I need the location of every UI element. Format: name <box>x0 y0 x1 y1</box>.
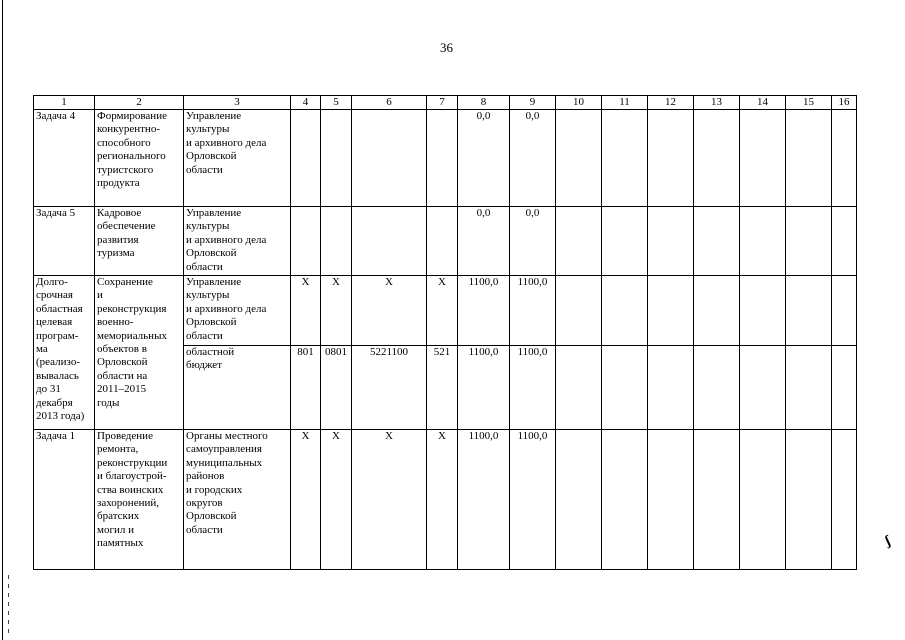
cell-col6: X <box>352 430 427 570</box>
cell-col4: X <box>291 430 321 570</box>
row-description: Кадровое обеспечение развития туризма <box>95 207 184 276</box>
row-name: Задача 4 <box>34 110 95 207</box>
column-header: 8 <box>458 96 510 110</box>
cell-col8: 1100,0 <box>458 430 510 570</box>
cell-col7: 521 <box>427 346 458 430</box>
column-header: 6 <box>352 96 427 110</box>
table-row-task4 <box>34 110 857 207</box>
cell-col8: 1100,0 <box>458 276 510 346</box>
cell-col8: 1100,0 <box>458 346 510 430</box>
column-header: 14 <box>740 96 786 110</box>
table-row-task1 <box>34 430 857 570</box>
row-name: Задача 1 <box>34 430 95 570</box>
budget-table <box>33 95 857 570</box>
column-header: 16 <box>832 96 857 110</box>
cell-col9: 0,0 <box>510 207 556 276</box>
row-executor: Управление культуры и архивного дела Орловской области <box>184 276 291 346</box>
column-header: 11 <box>602 96 648 110</box>
cell-col7: X <box>427 430 458 570</box>
column-header: 7 <box>427 96 458 110</box>
cell-col5: 0801 <box>321 346 352 430</box>
cell-col8: 0,0 <box>458 110 510 207</box>
row-executor: Управление культуры и архивного дела Орловской области <box>184 207 291 276</box>
row-name: Долго- срочная областная целевая програм- ма (реализо- вывалась до 31 декабря 2013 года) <box>34 276 95 430</box>
page-edge-line <box>2 0 3 640</box>
row-executor: областной бюджет <box>184 346 291 430</box>
cell-col6: 5221100 <box>352 346 427 430</box>
row-executor: Управление культуры и архивного дела Орловской области <box>184 110 291 207</box>
column-header: 2 <box>95 96 184 110</box>
cell-col4: X <box>291 276 321 346</box>
cell-col9: 0,0 <box>510 110 556 207</box>
column-header: 9 <box>510 96 556 110</box>
column-header: 5 <box>321 96 352 110</box>
cell-col8: 0,0 <box>458 207 510 276</box>
column-header: 1 <box>34 96 95 110</box>
cell-col9: 1100,0 <box>510 346 556 430</box>
header-row <box>34 96 857 110</box>
column-header: 12 <box>648 96 694 110</box>
row-description: Проведение ремонта, реконструкции и благоустрой- ства воинских захоронений, братских могил и памятных <box>95 430 184 570</box>
cell-col9: 1100,0 <box>510 430 556 570</box>
row-name: Задача 5 <box>34 207 95 276</box>
table-row-task5 <box>34 207 857 276</box>
cell-col5: X <box>321 276 352 346</box>
row-executor: Органы местного самоуправления муниципальных районов и городских округов Орловской области <box>184 430 291 570</box>
page-number: 36 <box>440 40 453 55</box>
column-header: 13 <box>694 96 740 110</box>
column-header: 15 <box>786 96 832 110</box>
cell-col5: X <box>321 430 352 570</box>
page-edge-dashes <box>8 575 9 635</box>
row-description: Формирование конкурентно- способного регионального туристского продукта <box>95 110 184 207</box>
column-header: 10 <box>556 96 602 110</box>
column-header: 3 <box>184 96 291 110</box>
row-description: Сохранение и реконструкция военно- мемориальных объектов в Орловской области на 2011–2015 годы <box>95 276 184 430</box>
column-header: 4 <box>291 96 321 110</box>
table-row-program-a <box>34 276 857 346</box>
cell-col9: 1100,0 <box>510 276 556 346</box>
cell-col4: 801 <box>291 346 321 430</box>
scan-mark: ʃ <box>882 533 893 550</box>
cell-col6: X <box>352 276 427 346</box>
cell-col7: X <box>427 276 458 346</box>
